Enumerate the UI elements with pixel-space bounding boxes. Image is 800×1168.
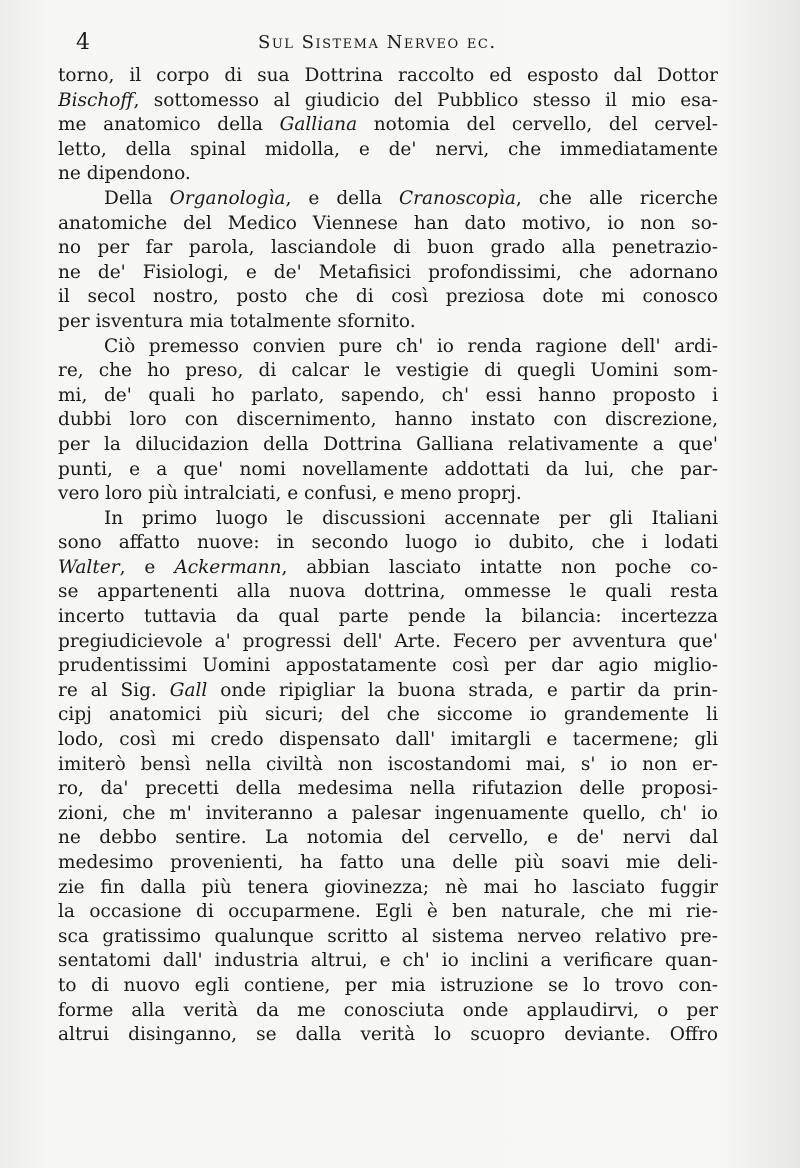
text-line [58,876,718,901]
text-line [58,531,718,556]
text-span: ro, da' precetti della medesima nella rifutazion delle proposi- [58,778,718,800]
text-span: Ciò premesso convien pure ch' io renda ragione dell' ardi- [104,335,718,357]
text-span: per isventura mia totalmente sfornito. [58,310,416,332]
text-span: cipj anatomici più sicuri; del che siccome io grandemente li [58,704,718,726]
text-span: mi, de' quali ho parlato, sapendo, ch' essi hanno proposto i [58,384,718,406]
text-span: lodo, così mi credo dispensato dall' imitargli e tacermene; gli [58,729,718,751]
text-span: Della [104,187,170,209]
italic-text: Cranoscopìa [399,187,516,209]
text-line [58,654,718,679]
text-line [58,826,718,851]
text-span: , e [119,556,175,578]
text-line [58,89,718,114]
text-line [58,605,718,630]
text-span: sentatomi dall' industria altrui, e ch' io inclini a verificare quan- [58,950,718,972]
text-span: ne debbo sentire. La notomia del cervello, e de' nervi dal [58,827,718,849]
text-span: , e della [285,187,399,209]
text-span: notomia del cervello, del cervel- [357,114,718,136]
running-head [58,28,718,56]
text-span: sca gratissimo qualunque scritto al sistema nerveo relativo pre- [58,925,718,947]
text-line [58,433,718,458]
text-line [58,1023,718,1048]
text-span: to di nuovo egli contiene, per mia istruzione se lo trovo con- [58,974,718,996]
text-line [58,556,718,581]
italic-text: Organologìa [169,187,286,209]
body-text [58,64,718,1048]
text-span: re, che ho preso, di calcar le vestigie di quegli Uomini som- [58,360,718,382]
text-line [58,507,718,532]
text-line [58,802,718,827]
text-span: forme alla verità da me conosciuta onde applaudirvi, o per [58,999,718,1021]
text-span: vero loro più intralciati, e confusi, e meno proprj. [58,483,522,505]
text-span: per la dilucidazion della Dottrina Galliana relativamente a que' [58,433,718,455]
text-line [58,999,718,1024]
text-line [58,900,718,925]
running-title: Sul Sistema Nerveo ec. [258,32,497,53]
text-span: pregiudicievole a' progressi dell' Arte. Fecero per avventura que' [58,630,718,652]
text-span: torno, il corpo di sua Dottrina raccolto ed esposto dal Dottor [58,65,718,86]
text-span: , che alle ricerche [515,187,718,209]
italic-text: Walter [58,556,120,578]
text-line [58,359,718,384]
text-span: zie fin dalla più tenera giovinezza; nè mai ho lasciato fuggir [58,876,718,898]
text-line [58,580,718,605]
text-span: imiterò bensì nella civiltà non iscostandomi mai, s' io non er- [58,753,718,775]
text-line [58,236,718,261]
text-span: me anatomico della [58,114,280,136]
text-line [58,679,718,704]
text-line [58,162,718,187]
text-span: il secol nostro, posto che di così preziosa dote mi conosco [58,286,718,308]
text-span: punti, e a que' nomi novellamente addottati da lui, che par- [58,458,718,480]
text-span: la occasione di occuparmene. Egli è ben naturale, che mi rie- [58,901,718,923]
text-span: dubbi loro con discernimento, hanno instato con discrezione, [58,409,718,431]
text-span: onde ripigliar la buona strada, e partir da prin- [207,679,718,701]
page-number: 4 [76,30,91,55]
text-span: incerto tuttavia da qual parte pende la bilancia: incertezza [58,606,718,628]
text-line [58,310,718,335]
italic-text: Gall [169,679,208,701]
text-line [58,138,718,163]
text-span: anatomiche del Medico Viennese han dato motivo, io non so- [58,212,718,234]
text-line [58,285,718,310]
text-span: re al Sig. [58,679,170,701]
text-span: ne dipendono. [58,163,191,185]
text-span: ne de' Fisiologi, e de' Metafisici profondissimi, che adornano [58,261,718,283]
text-span: sono affatto nuove: in secondo luogo io dubito, che i lodati [58,532,718,554]
text-line [58,113,718,138]
text-span: letto, della spinal midolla, e de' nervi, che immediatamente [58,138,718,160]
text-line [58,212,718,237]
italic-text: Galliana [279,114,358,136]
text-line [58,261,718,286]
text-line [58,777,718,802]
italic-text: Bischoff [58,89,134,111]
text-line [58,482,718,507]
text-span: altrui disinganno, se dalla verità lo scuopro deviante. Offro [58,1024,718,1046]
text-line [58,384,718,409]
italic-text: Ackermann [174,556,282,578]
text-line [58,753,718,778]
text-line [58,851,718,876]
text-line [58,408,718,433]
text-span: medesimo provenienti, ha fatto una delle più soavi mie deli- [58,852,718,873]
text-line [58,974,718,999]
text-line [58,458,718,483]
text-line [58,187,718,212]
text-line [58,949,718,974]
text-span: no per far parola, lasciandole di buon grado alla penetrazio- [58,237,718,259]
text-span: , abbian lasciato intatte non poche co- [281,556,718,578]
text-line [58,703,718,728]
text-span: , sottomesso al giudicio del Pubblico stesso il mio esa- [133,89,718,111]
text-line [58,728,718,753]
text-span: se appartenenti alla nuova dottrina, ommesse le quali resta [58,581,718,603]
text-line [58,335,718,360]
text-line [58,630,718,655]
text-span: zioni, che m' inviteranno a palesar ingenuamente quello, ch' io [58,802,718,824]
text-span: prudentissimi Uomini appostatamente così per dar agio miglio- [58,655,718,677]
text-span: In primo luogo le discussioni accennate per gli Italiani [104,507,718,529]
text-line [58,925,718,950]
text-line [58,64,718,89]
